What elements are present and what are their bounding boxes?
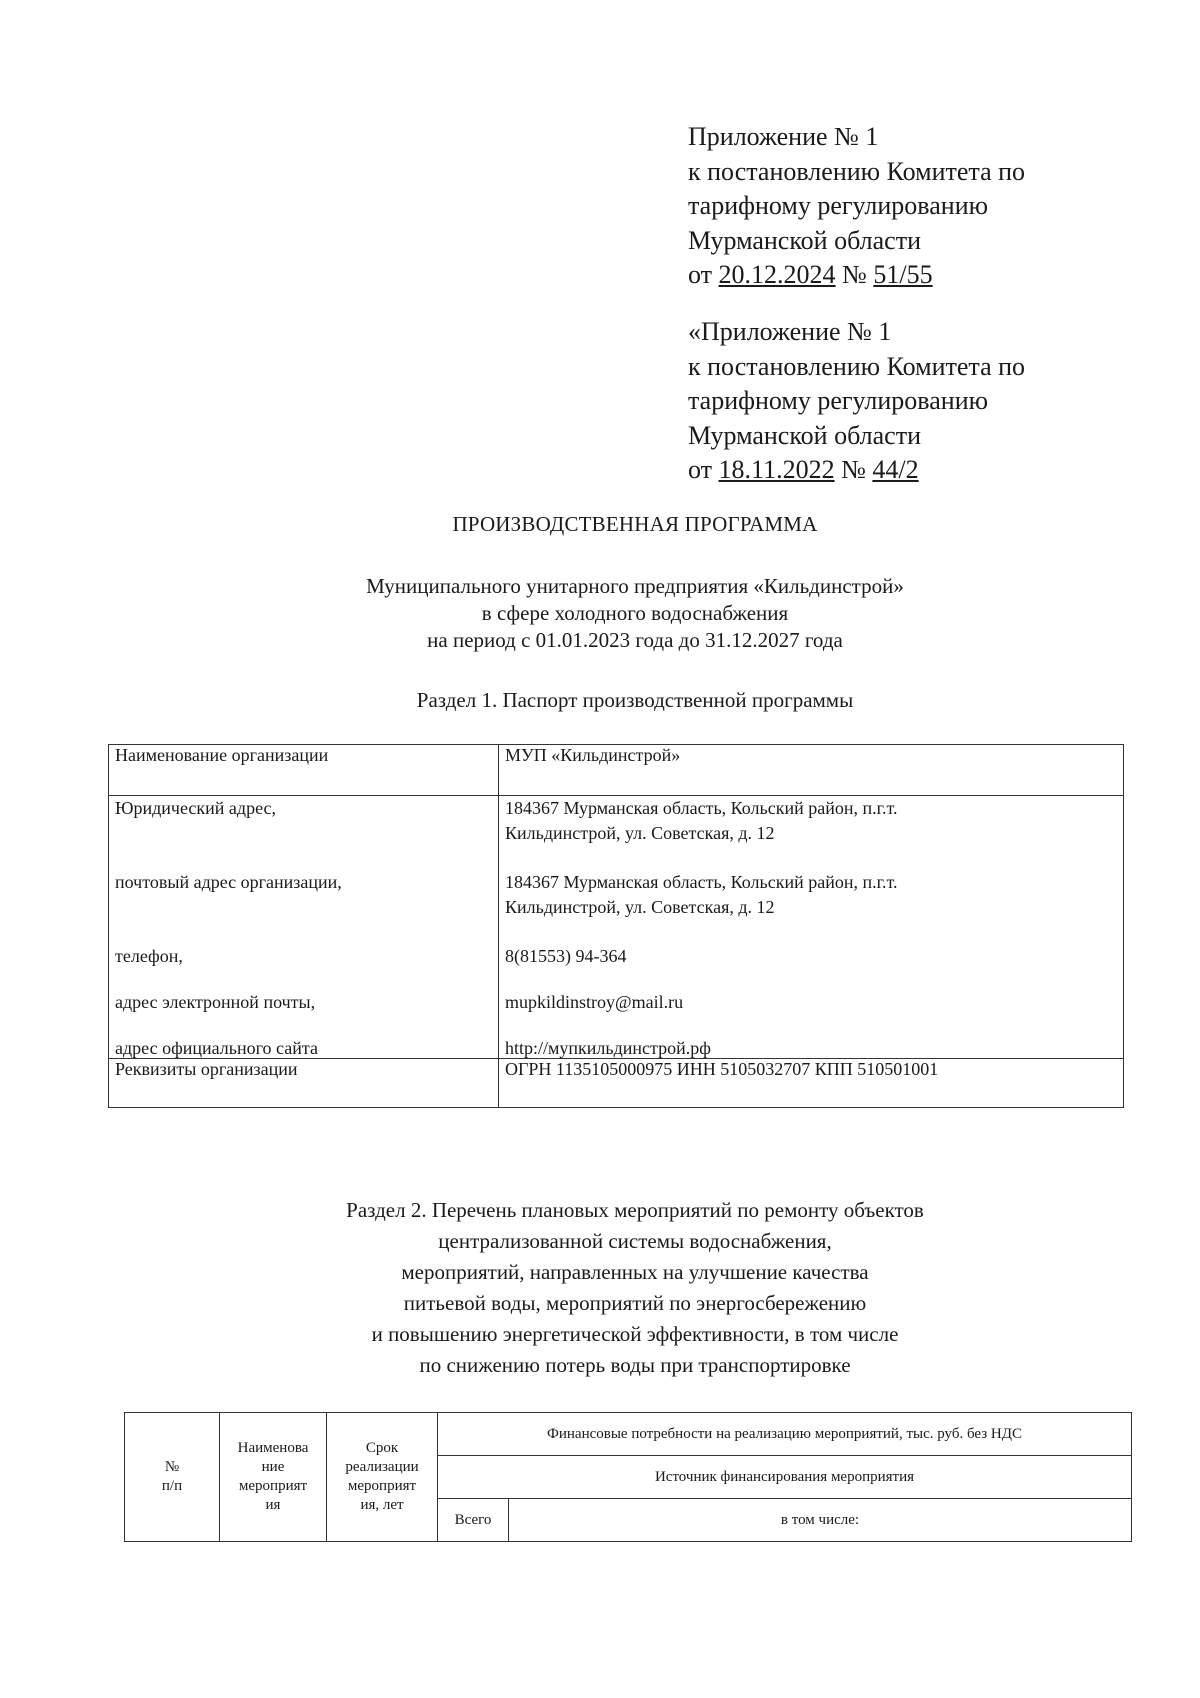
org-period: на период с 01.01.2023 года до 31.12.2027 года	[427, 628, 843, 652]
annex-line: тарифному регулированию	[688, 386, 989, 415]
passport-value: 8(81553) 94-364	[505, 946, 627, 966]
passport-label: Наименование организации	[109, 745, 499, 796]
org-name: Муниципального унитарного предприятия «Кильдинстрой»	[366, 574, 904, 598]
annex-title: Приложение № 1	[688, 122, 879, 151]
header-term: Срок реализации мероприят ия, лет	[327, 1413, 438, 1542]
table-row	[109, 745, 1124, 796]
header-total: Всего	[438, 1499, 509, 1542]
passport-label: адрес официального сайта	[115, 1038, 318, 1058]
passport-label: почтовый адрес организации,	[115, 872, 342, 892]
header-name: Наименова ние мероприят ия	[220, 1413, 327, 1542]
annex-line: к постановлению Комитета по	[688, 156, 1026, 186]
annex-date-line: от 20.12.2024 № 51/55	[688, 260, 933, 289]
table-header-row	[125, 1413, 1132, 1456]
header-num: № п/п	[125, 1413, 220, 1542]
annex-number: 51/55	[873, 260, 933, 289]
passport-value: mupkildinstroy@mail.ru	[505, 992, 684, 1012]
header-source: Источник финансирования мероприятия	[438, 1456, 1132, 1499]
annex-date: 20.12.2024	[718, 260, 836, 289]
passport-values-contacts	[499, 796, 1124, 1059]
passport-value: 184367 Мурманская область, Кольский район, п.г.т.	[505, 872, 898, 892]
passport-value: ОГРН 1135105000975 ИНН 5105032707 КПП 510501001	[499, 1059, 1124, 1108]
passport-value: Кильдинстрой, ул. Советская, д. 12	[505, 897, 775, 917]
passport-label: Юридический адрес,	[115, 798, 276, 818]
header-including: в том числе:	[509, 1499, 1132, 1542]
passport-label: адрес электронной почты,	[115, 992, 316, 1012]
header-finance: Финансовые потребности на реализацию мероприятий, тыс. руб. без НДС	[438, 1413, 1132, 1456]
plan-table	[124, 1412, 1132, 1542]
annex-date: 18.11.2022	[718, 455, 835, 484]
annex-original-header	[688, 315, 1025, 488]
table-row	[109, 1059, 1124, 1108]
passport-value: 184367 Мурманская область, Кольский район, п.г.т.	[505, 798, 898, 818]
passport-table	[108, 744, 1124, 1108]
annex-number: 44/2	[872, 455, 919, 484]
passport-value: http://мупкильдинстрой.рф	[505, 1038, 711, 1058]
table-row	[109, 796, 1124, 1059]
org-sphere: в сфере холодного водоснабжения	[481, 601, 789, 625]
document-title: ПРОИЗВОДСТВЕННАЯ ПРОГРАММА	[452, 512, 818, 536]
passport-label: Реквизиты организации	[109, 1059, 499, 1108]
annex-line: тарифному регулированию	[688, 191, 989, 220]
annex-date-line: от 18.11.2022 № 44/2	[688, 455, 919, 484]
passport-label: телефон,	[115, 946, 183, 966]
annex-title: «Приложение № 1	[688, 317, 892, 346]
section2-title: Раздел 2. Перечень плановых мероприятий по ремонту объектов централизованной системы водоснабжения, мероприятий, направленных на улучшение качества питьевой воды, мероприятий по энергосбережению и повышению энергетической эффективности, в том числе по снижению потерь воды при транспортировке	[346, 1198, 924, 1377]
section1-title: Раздел 1. Паспорт производственной программы	[416, 688, 854, 712]
annex-line: к постановлению Комитета по	[688, 351, 1026, 381]
passport-labels-contacts	[109, 796, 499, 1059]
organization-block	[100, 573, 1170, 654]
passport-value: МУП «Кильдинстрой»	[499, 745, 1124, 796]
annex-current-header	[688, 120, 1025, 293]
passport-value: Кильдинстрой, ул. Советская, д. 12	[505, 823, 775, 843]
annex-line: Мурманской области	[688, 225, 921, 255]
annex-line: Мурманской области	[688, 420, 921, 450]
